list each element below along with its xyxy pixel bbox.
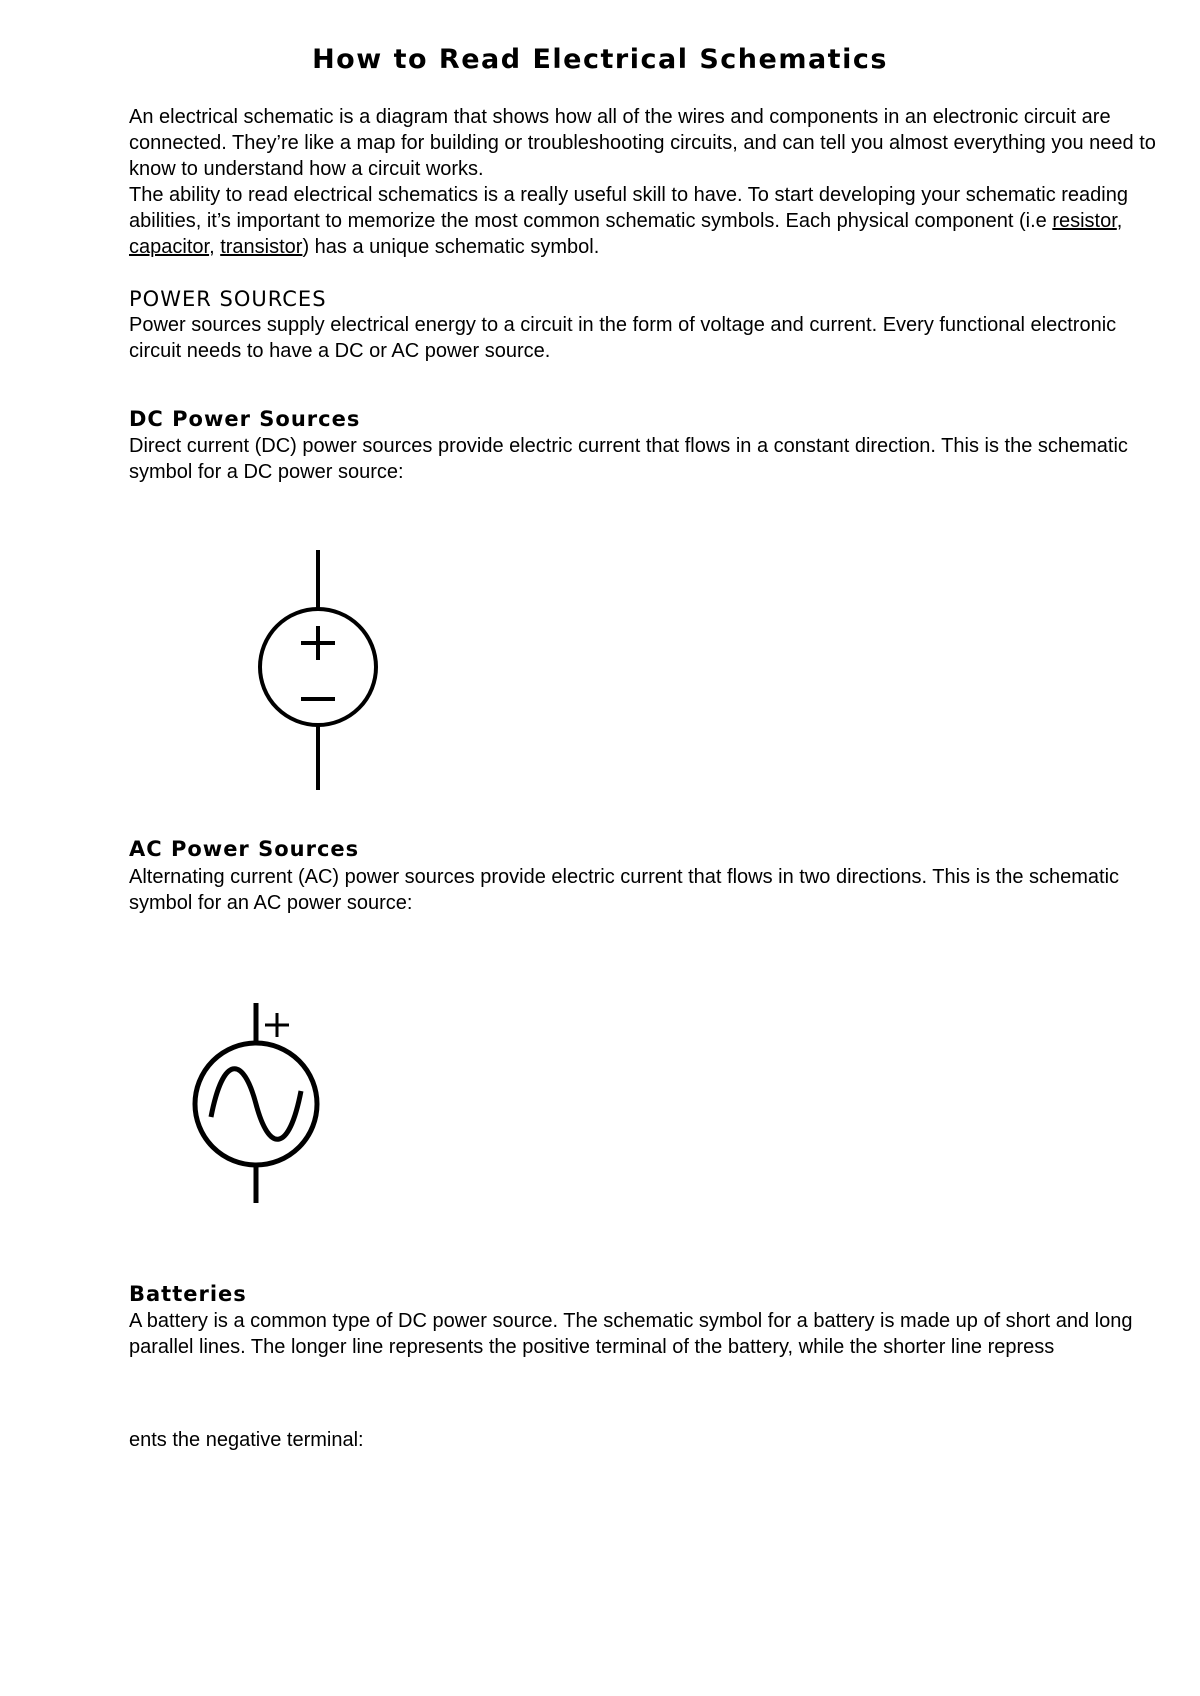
dc-source-symbol-icon (240, 550, 380, 790)
ac-power-sources-heading: AC Power Sources (129, 837, 360, 861)
separator: , (1116, 210, 1123, 232)
batteries-body: A battery is a common type of DC power source. The schematic symbol for a battery is made up of short and long parallel lines. The longer line represents the positive terminal of the battery, while the shorter line repress (129, 1310, 1133, 1358)
intro-paragraph-2-tail: ) has a unique schematic symbol. (302, 236, 600, 258)
separator: , (209, 236, 221, 258)
intro-paragraph-1: An electrical schematic is a diagram that shows how all of the wires and components in an electronic circuit are connected. They’re like a map for building or troubleshooting circuits, and can tell you almost everything you need to know to understand how a circuit works. (129, 106, 1156, 180)
dc-power-sources-body: Direct current (DC) power sources provide electric current that flows in a constant direction. This is the schematic symbol for a DC power source: (129, 435, 1128, 483)
page-title: How to Read Electrical Schematics (312, 44, 888, 75)
dc-power-sources-heading: DC Power Sources (129, 407, 361, 431)
ac-power-sources-body: Alternating current (AC) power sources provide electric current that flows in two directions. This is the schematic symbol for an AC power source: (129, 866, 1120, 914)
capacitor-link[interactable]: capacitor (129, 236, 210, 258)
intro-paragraph-2-lead: The ability to read electrical schematics is a really useful skill to have. To start developing your schematic reading abilities, it’s important to memorize the most common schematic symbols. Each physical component (i.e (129, 184, 1128, 232)
power-sources-body: Power sources supply electrical energy to a circuit in the form of voltage and current. Every functional electronic circuit needs to have a DC or AC power source. (129, 314, 1117, 362)
batteries-body-continuation: ents the negative terminal: (129, 1429, 364, 1451)
transistor-link[interactable]: transistor (220, 236, 303, 258)
power-sources-heading: POWER SOURCES (129, 287, 327, 311)
batteries-heading: Batteries (129, 1282, 247, 1306)
intro-paragraph-2 (129, 182, 1169, 260)
ac-source-symbol-icon (185, 1003, 325, 1203)
resistor-link[interactable]: resistor (1052, 210, 1117, 232)
